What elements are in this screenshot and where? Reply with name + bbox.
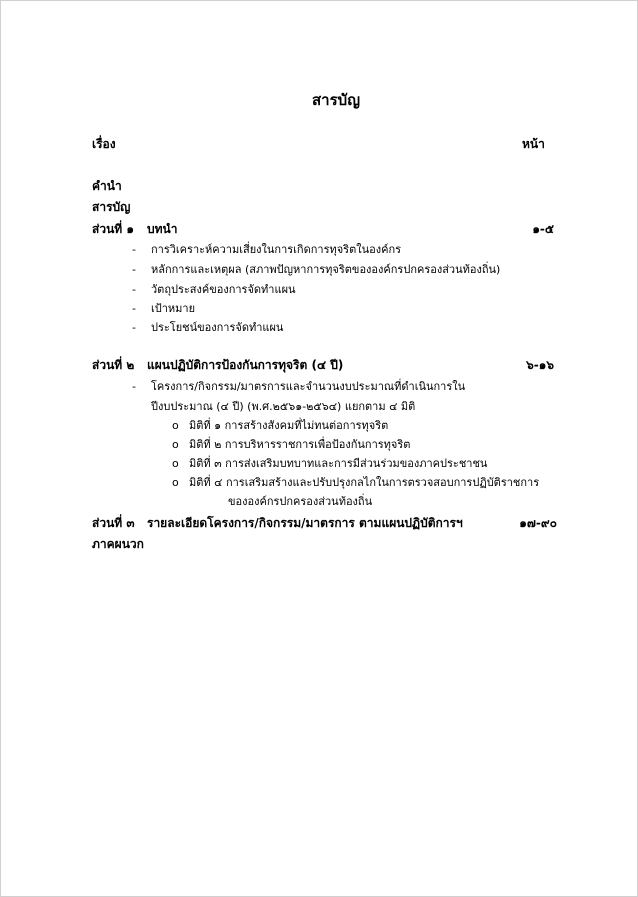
- part1-item-dash: -: [132, 243, 136, 256]
- part2-title: แผนปฏิบัติการป้องกันการทุจริต (๔ ปี): [147, 358, 344, 372]
- dimension-item: มิติที่ ๓ การส่งเสริมบทบาทและการมีส่วนร่วมของภาคประชาชน: [189, 457, 488, 470]
- part1-item-dash: -: [132, 321, 136, 334]
- dimension-bullet: o: [172, 476, 179, 489]
- part1-label: ส่วนที่ ๑: [92, 222, 134, 236]
- page-title: สารบัญ: [312, 91, 360, 109]
- dimension-item: มิติที่ ๒ การบริหารราชการเพื่อป้องกันการทุจริต: [189, 438, 411, 451]
- dimension-bullet: o: [172, 438, 179, 451]
- part3-pages: ๑๗-๙๐: [519, 516, 557, 530]
- part2-item-line1: โครงการ/กิจกรรม/มาตรการและจำนวนงบประมาณที่ดำเนินการใน: [151, 380, 466, 393]
- part2-item-dash: -: [132, 380, 136, 393]
- part1-item: ประโยชน์ของการจัดทำแผน: [151, 321, 284, 334]
- part3-label: ส่วนที่ ๓: [92, 516, 135, 530]
- part1-title: บทนำ: [147, 222, 178, 236]
- header-page-label: หน้า: [522, 137, 545, 151]
- dimension-item-continued: ขององค์กรปกครองส่วนท้องถิ่น: [228, 495, 373, 508]
- part1-item-dash: -: [132, 302, 136, 315]
- part1-item: หลักการและเหตุผล (สภาพปัญหาการทุจริตขององค์กรปกครองส่วนท้องถิ่น): [151, 263, 501, 276]
- dimension-item: มิติที่ ๑ การสร้างสังคมที่ไม่ทนต่อการทุจริต: [189, 419, 389, 432]
- part1-item: เป้าหมาย: [151, 302, 196, 315]
- toc-entry-appendix: ภาคผนวก: [92, 537, 144, 551]
- toc-entry-intro: คำนำ: [92, 179, 122, 193]
- part2-label: ส่วนที่ ๒: [92, 358, 135, 372]
- header-subject-label: เรื่อง: [92, 137, 116, 151]
- dimension-bullet: o: [172, 419, 179, 432]
- part3-title: รายละเอียดโครงการ/กิจกรรม/มาตรการ ตามแผนปฏิบัติการฯ: [147, 516, 463, 530]
- toc-entry-toc: สารบัญ: [92, 200, 131, 214]
- part1-item: วัตถุประสงค์ของการจัดทำแผน: [151, 283, 296, 296]
- part1-pages: ๑-๕: [532, 222, 554, 236]
- part1-item-dash: -: [132, 283, 136, 296]
- dimension-item: มิติที่ ๔ การเสริมสร้างและปรับปรุงกลไกในการตรวจสอบการปฏิบัติราชการ: [189, 476, 540, 489]
- part1-item: การวิเคราะห์ความเสี่ยงในการเกิดการทุจริตในองค์กร: [151, 243, 402, 256]
- part1-item-dash: -: [132, 263, 136, 276]
- dimension-bullet: o: [172, 457, 179, 470]
- part2-pages: ๖-๑๖: [526, 358, 554, 372]
- part2-item-line2: ปีงบประมาณ (๔ ปี) (พ.ศ.๒๕๖๑-๒๕๖๔) แยกตาม ๔ มิติ: [151, 400, 416, 413]
